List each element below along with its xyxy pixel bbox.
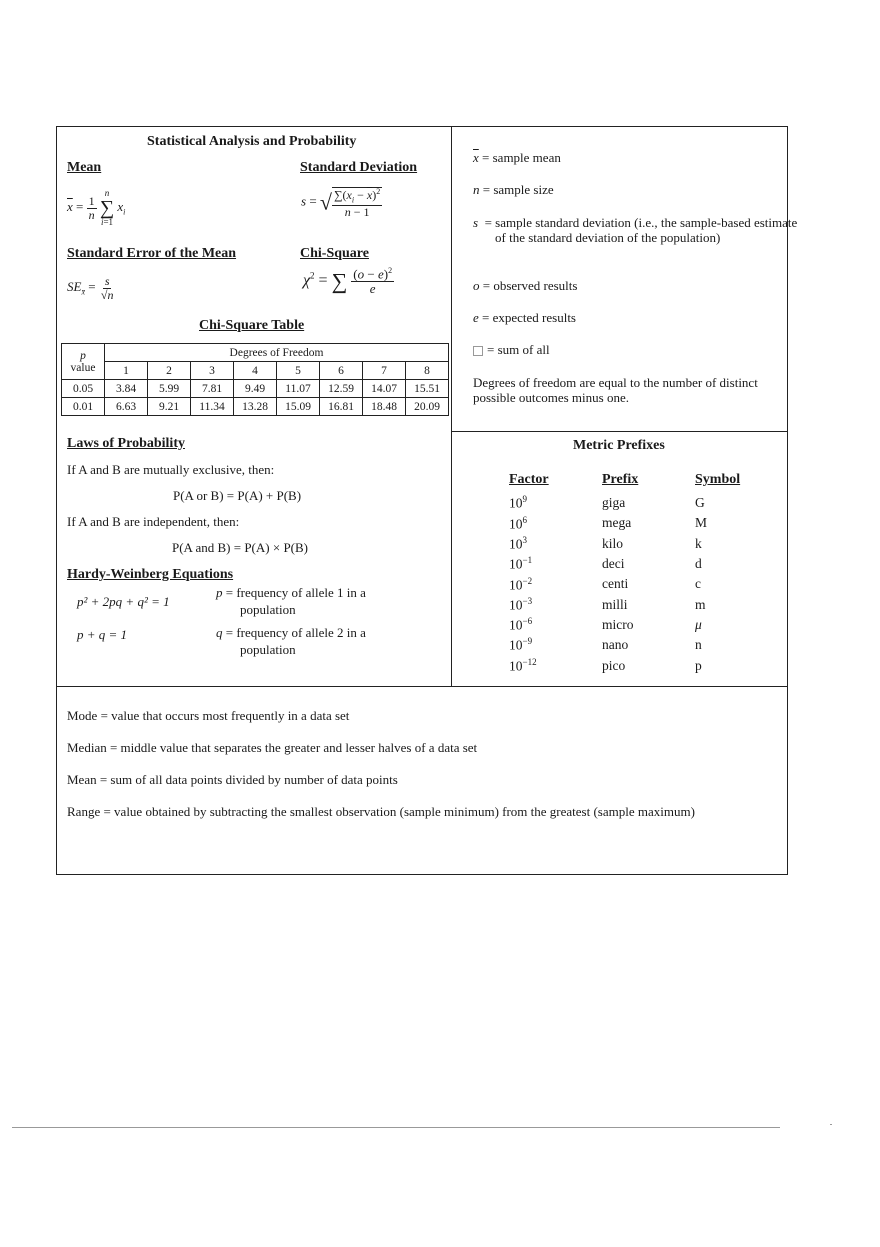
symbol-cell: G (695, 495, 705, 511)
table-row (62, 398, 449, 416)
hw-p-population: population (240, 602, 296, 617)
p-cell: 0.05 (62, 380, 105, 398)
range-definition: Range = value obtained by subtracting the smallest observation (sample minimum) from the greatest (sample maximum) (67, 804, 695, 819)
factor-cell: $10^{-3}$ (509, 595, 533, 613)
metric-title: Metric Prefixes (573, 438, 665, 453)
metric-header-symbol: Symbol (695, 472, 741, 487)
factor-cell: $10^3$ (509, 534, 527, 552)
value-cell: 5.99 (148, 380, 191, 398)
symbol-cell: k (695, 535, 702, 551)
value-cell: 7.81 (191, 380, 234, 398)
table-row (62, 380, 449, 398)
metric-row (509, 513, 755, 533)
value-cell: 13.28 (234, 398, 277, 416)
symbol-cell: c (695, 576, 701, 592)
factor-cell: $10^{-1}$ (509, 555, 533, 572)
stats-title: Statistical Analysis and Probability (147, 134, 357, 149)
laws-title: Laws of Probability (67, 436, 185, 451)
mutually-exclusive-text: If A and B are mutually exclusive, then: (67, 462, 275, 477)
df-cell: 6 (320, 362, 363, 380)
value-cell: 6.63 (105, 398, 148, 416)
hw-q-def: q = frequency of allele 2 in a (216, 625, 366, 640)
factor-cell: $10^9$ (509, 494, 527, 511)
prefix-cell: mega (602, 515, 632, 531)
vertical-divider (451, 127, 452, 686)
symbol-cell: n (695, 637, 702, 653)
and-formula: P(A and B) = P(A) × P(B) (172, 540, 308, 555)
prefix-cell: pico (602, 657, 626, 673)
formula-sheet (56, 126, 798, 875)
sd-formula: s = √ $\frac{\sum(x_i - \overline{x})^2}{n - 1}$ (301, 187, 381, 219)
mean-definition: Mean = sum of all data points divided by number of data points (67, 772, 398, 787)
symbol-cell: d (695, 556, 702, 572)
value-cell: 11.34 (191, 398, 234, 416)
footer-rule (12, 1127, 780, 1128)
se-formula: $SE_{x̄}$ = $\frac{s}{√n}$ (67, 274, 114, 302)
df-cell: 7 (363, 362, 406, 380)
metric-header-prefix: Prefix (602, 472, 639, 487)
chi-label: Chi-Square (300, 246, 369, 261)
hw-p-def: p = frequency of allele 1 in a (216, 585, 366, 600)
missing-glyph-icon (473, 346, 483, 356)
def-dof: Degrees of freedom are equal to the number of distinct possible outcomes minus one. (473, 375, 758, 405)
df-header: Degrees of Freedom (105, 344, 449, 362)
p-cell: 0.01 (62, 398, 105, 416)
def-sum: = sum of all (473, 342, 783, 357)
factor-cell: $10^{-9}$ (509, 636, 533, 653)
prefix-cell: micro (602, 616, 634, 632)
value-cell: 20.09 (406, 398, 449, 416)
prefix-cell: giga (602, 495, 626, 511)
value-cell: 11.07 (277, 380, 320, 398)
mean-formula: $\overline{x}$ = $\frac{1}{n}$ n ∑ i=1 $x_i$ (67, 188, 126, 227)
df-cell: 4 (234, 362, 277, 380)
def-xbar: $\overline{x}$ = sample mean (473, 150, 561, 165)
metric-prefix-table (509, 493, 755, 676)
value-cell: 15.09 (277, 398, 320, 416)
symbol-cell: p (695, 657, 702, 673)
metric-row (509, 655, 755, 675)
symbol-cell: m (695, 596, 706, 612)
or-formula: P(A or B) = P(A) + P(B) (173, 488, 302, 503)
horizontal-divider (57, 686, 787, 687)
value-cell: 16.81 (320, 398, 363, 416)
def-n: n = sample size (473, 182, 554, 197)
prefix-cell: milli (602, 596, 628, 612)
metric-row (509, 594, 755, 614)
mode-definition: Mode = value that occurs most frequently in a data set (67, 708, 350, 723)
symbol-cell: μ (695, 616, 702, 632)
metric-header-factor: Factor (509, 472, 549, 487)
prefix-cell: nano (602, 637, 629, 653)
metric-row (509, 534, 755, 554)
factor-cell: $10^{-2}$ (509, 575, 533, 593)
chi-square-table (61, 343, 449, 416)
value-cell: 14.07 (363, 380, 406, 398)
metric-row (509, 554, 755, 574)
sd-label: Standard Deviation (300, 160, 418, 175)
prefix-cell: kilo (602, 535, 624, 551)
mean-label: Mean (67, 160, 102, 175)
hw-q-population: population (240, 642, 296, 657)
factor-cell: $10^6$ (509, 514, 527, 532)
def-s: s = sample standard deviation (i.e., the sample-based estimate of the standard deviation of the population) (473, 215, 798, 245)
value-cell: 9.49 (234, 380, 277, 398)
hw-title: Hardy-Weinberg Equations (67, 567, 234, 582)
se-label: Standard Error of the Mean (67, 246, 237, 261)
value-cell: 18.48 (363, 398, 406, 416)
factor-cell: $10^{-12}$ (509, 656, 537, 674)
df-cell: 5 (277, 362, 320, 380)
metric-row (509, 635, 755, 655)
value-cell: 9.21 (148, 398, 191, 416)
def-e: e = expected results (473, 310, 576, 325)
value-cell: 3.84 (105, 380, 148, 398)
df-cell: 1 (105, 362, 148, 380)
prefix-cell: centi (602, 576, 629, 592)
df-cell: 2 (148, 362, 191, 380)
factor-cell: $10^{-6}$ (509, 616, 533, 633)
value-cell: 12.59 (320, 380, 363, 398)
chi-table-title: Chi-Square Table (199, 318, 305, 333)
footer-tick (830, 1124, 832, 1125)
independent-text: If A and B are independent, then: (67, 514, 240, 529)
value-cell: 15.51 (406, 380, 449, 398)
df-cell: 8 (406, 362, 449, 380)
median-definition: Median = middle value that separates the greater and lesser halves of a data set (67, 740, 478, 755)
p-value-header: p value (62, 344, 105, 380)
symbol-cell: M (695, 515, 708, 531)
metric-row (509, 574, 755, 594)
metric-row (509, 615, 755, 635)
chi-formula: $\chi^2$ = ∑ $\frac{(o - e)^2}{e}$ (303, 266, 393, 296)
metric-row (509, 493, 755, 513)
df-cell: 3 (191, 362, 234, 380)
prefix-cell: deci (602, 556, 625, 572)
hw-equation-2: p + q = 1 (77, 627, 128, 642)
right-panel-divider (451, 431, 787, 432)
hw-equation-1: p² + 2pq + q² = 1 (77, 594, 170, 609)
def-o: o = observed results (473, 278, 578, 293)
